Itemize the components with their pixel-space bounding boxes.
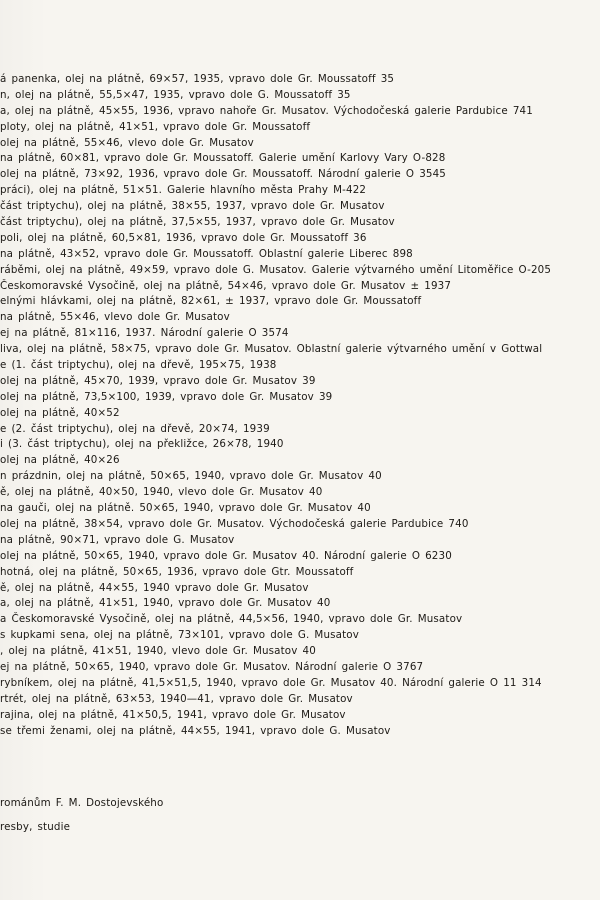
catalogue-entry: rybníkem, olej na plátně, 41,5×51,5, 1940, vpravo dole Gr. Musatov 40. Národní galerie O 11 314 xyxy=(0,676,542,689)
catalogue-entry: s kupkami sena, olej na plátně, 73×101, vpravo dole G. Musatov xyxy=(0,629,359,642)
catalogue-entry: na plátně, 90×71, vpravo dole G. Musatov xyxy=(0,533,235,546)
catalogue-entry: olej na plátně, 40×52 xyxy=(0,406,120,419)
catalogue-entry: á panenka, olej na plátně, 69×57, 1935, vpravo dole Gr. Moussatoff 35 xyxy=(0,73,395,85)
catalogue-entry: i (3. část triptychu), olej na překližce, 26×78, 1940 xyxy=(0,438,284,451)
catalogue-entry: e (2. část triptychu), olej na dřevě, 20×74, 1939 xyxy=(0,422,270,435)
catalogue-entry: olej na plátně, 40×26 xyxy=(0,454,120,467)
catalogue-entry: olej na plátně, 73,5×100, 1939, vpravo dole Gr. Musatov 39 xyxy=(0,390,333,403)
catalogue-entry: n prázdnin, olej na plátně, 50×65, 1940, vpravo dole Gr. Musatov 40 xyxy=(0,470,382,483)
catalogue-entry: elnými hlávkami, olej na plátně, 82×61, ± 1937, vpravo dole Gr. Moussatoff xyxy=(0,295,422,308)
catalogue-entry: ráběmi, olej na plátně, 49×59, vpravo dole G. Musatov. Galerie výtvarného umění Litoměřice O-205 xyxy=(0,263,552,276)
catalogue-entry: na plátně, 43×52, vpravo dole Gr. Moussatoff. Oblastní galerie Liberec 898 xyxy=(0,247,413,260)
catalogue-entry: na plátně, 60×81, vpravo dole Gr. Moussatoff. Galerie umění Karlovy Vary O-828 xyxy=(0,152,446,165)
catalogue-entry: olej na plátně, 45×70, 1939, vpravo dole Gr. Musatov 39 xyxy=(0,374,316,387)
catalogue-entry: část triptychu), olej na plátně, 38×55, 1937, vpravo dole Gr. Musatov xyxy=(0,200,385,213)
catalogue-entry: ploty, olej na plátně, 41×51, vpravo dole Gr. Moussatoff xyxy=(0,120,311,133)
drawing-entry: resby, studie xyxy=(0,821,71,833)
catalogue-entry: ej na plátně, 50×65, 1940, vpravo dole Gr. Musatov. Národní galerie O 3767 xyxy=(0,660,424,673)
catalogue-entry: a, olej na plátně, 45×55, 1936, vpravo nahoře Gr. Musatov. Východočeská galerie Pardubice 741 xyxy=(0,104,533,117)
catalogue-entry: se třemi ženami, olej na plátně, 44×55, 1941, vpravo dole G. Musatov xyxy=(0,724,391,737)
catalogue-entry: ě, olej na plátně, 44×55, 1940 vpravo dole Gr. Musatov xyxy=(0,581,309,594)
catalogue-entry: poli, olej na plátně, 60,5×81, 1936, vpravo dole Gr. Moussatoff 36 xyxy=(0,231,367,244)
catalogue-entry: ej na plátně, 81×116, 1937. Národní galerie O 3574 xyxy=(0,327,289,340)
catalogue-entry: rajina, olej na plátně, 41×50,5, 1941, vpravo dole Gr. Musatov xyxy=(0,708,346,721)
catalogue-entry: na plátně, 55×46, vlevo dole Gr. Musatov xyxy=(0,311,230,324)
catalogue-entry: Českomoravské Vysočině, olej na plátně, 54×46, vpravo dole Gr. Musatov ± 1937 xyxy=(0,279,452,292)
catalogue-entry: e (1. část triptychu), olej na dřevě, 195×75, 1938 xyxy=(0,359,277,372)
catalogue-entry: liva, olej na plátně, 58×75, vpravo dole Gr. Musatov. Oblastní galerie výtvarného umění v Gottwal xyxy=(0,343,543,356)
catalogue-entry: olej na plátně, 38×54, vpravo dole Gr. Musatov. Východočeská galerie Pardubice 740 xyxy=(0,517,469,530)
catalogue-entry: část triptychu), olej na plátně, 37,5×55, 1937, vpravo dole Gr. Musatov xyxy=(0,216,395,229)
catalogue-entry: a, olej na plátně, 41×51, 1940, vpravo dole Gr. Musatov 40 xyxy=(0,597,331,610)
drawings-list xyxy=(0,791,600,839)
catalogue-entry: olej na plátně, 55×46, vlevo dole Gr. Musatov xyxy=(0,136,254,149)
catalogue-entry: ě, olej na plátně, 40×50, 1940, vlevo dole Gr. Musatov 40 xyxy=(0,486,323,499)
catalogue-entry: práci), olej na plátně, 51×51. Galerie hlavního města Prahy M-422 xyxy=(0,184,367,197)
drawing-entry: románům F. M. Dostojevského xyxy=(0,797,164,809)
catalogue-entry: na gauči, olej na plátně. 50×65, 1940, vpravo dole Gr. Musatov 40 xyxy=(0,502,371,515)
catalogue-entry: olej na plátně, 50×65, 1940, vpravo dole Gr. Musatov 40. Národní galerie O 6230 xyxy=(0,549,452,562)
catalogue-entry: olej na plátně, 73×92, 1936, vpravo dole Gr. Moussatoff. Národní galerie O 3545 xyxy=(0,168,447,181)
catalogue-entry: hotná, olej na plátně, 50×65, 1936, vpravo dole Gtr. Moussatoff xyxy=(0,565,354,578)
catalogue-list xyxy=(0,72,600,739)
catalogue-entry: a Českomoravské Vysočině, olej na plátně, 44,5×56, 1940, vpravo dole Gr. Musatov xyxy=(0,613,463,626)
catalogue-entry: , olej na plátně, 41×51, 1940, vlevo dole Gr. Musatov 40 xyxy=(0,645,316,658)
catalogue-entry: n, olej na plátně, 55,5×47, 1935, vpravo dole G. Moussatoff 35 xyxy=(0,88,351,101)
catalogue-entry: rtrét, olej na plátně, 63×53, 1940—41, vpravo dole Gr. Musatov xyxy=(0,692,353,705)
